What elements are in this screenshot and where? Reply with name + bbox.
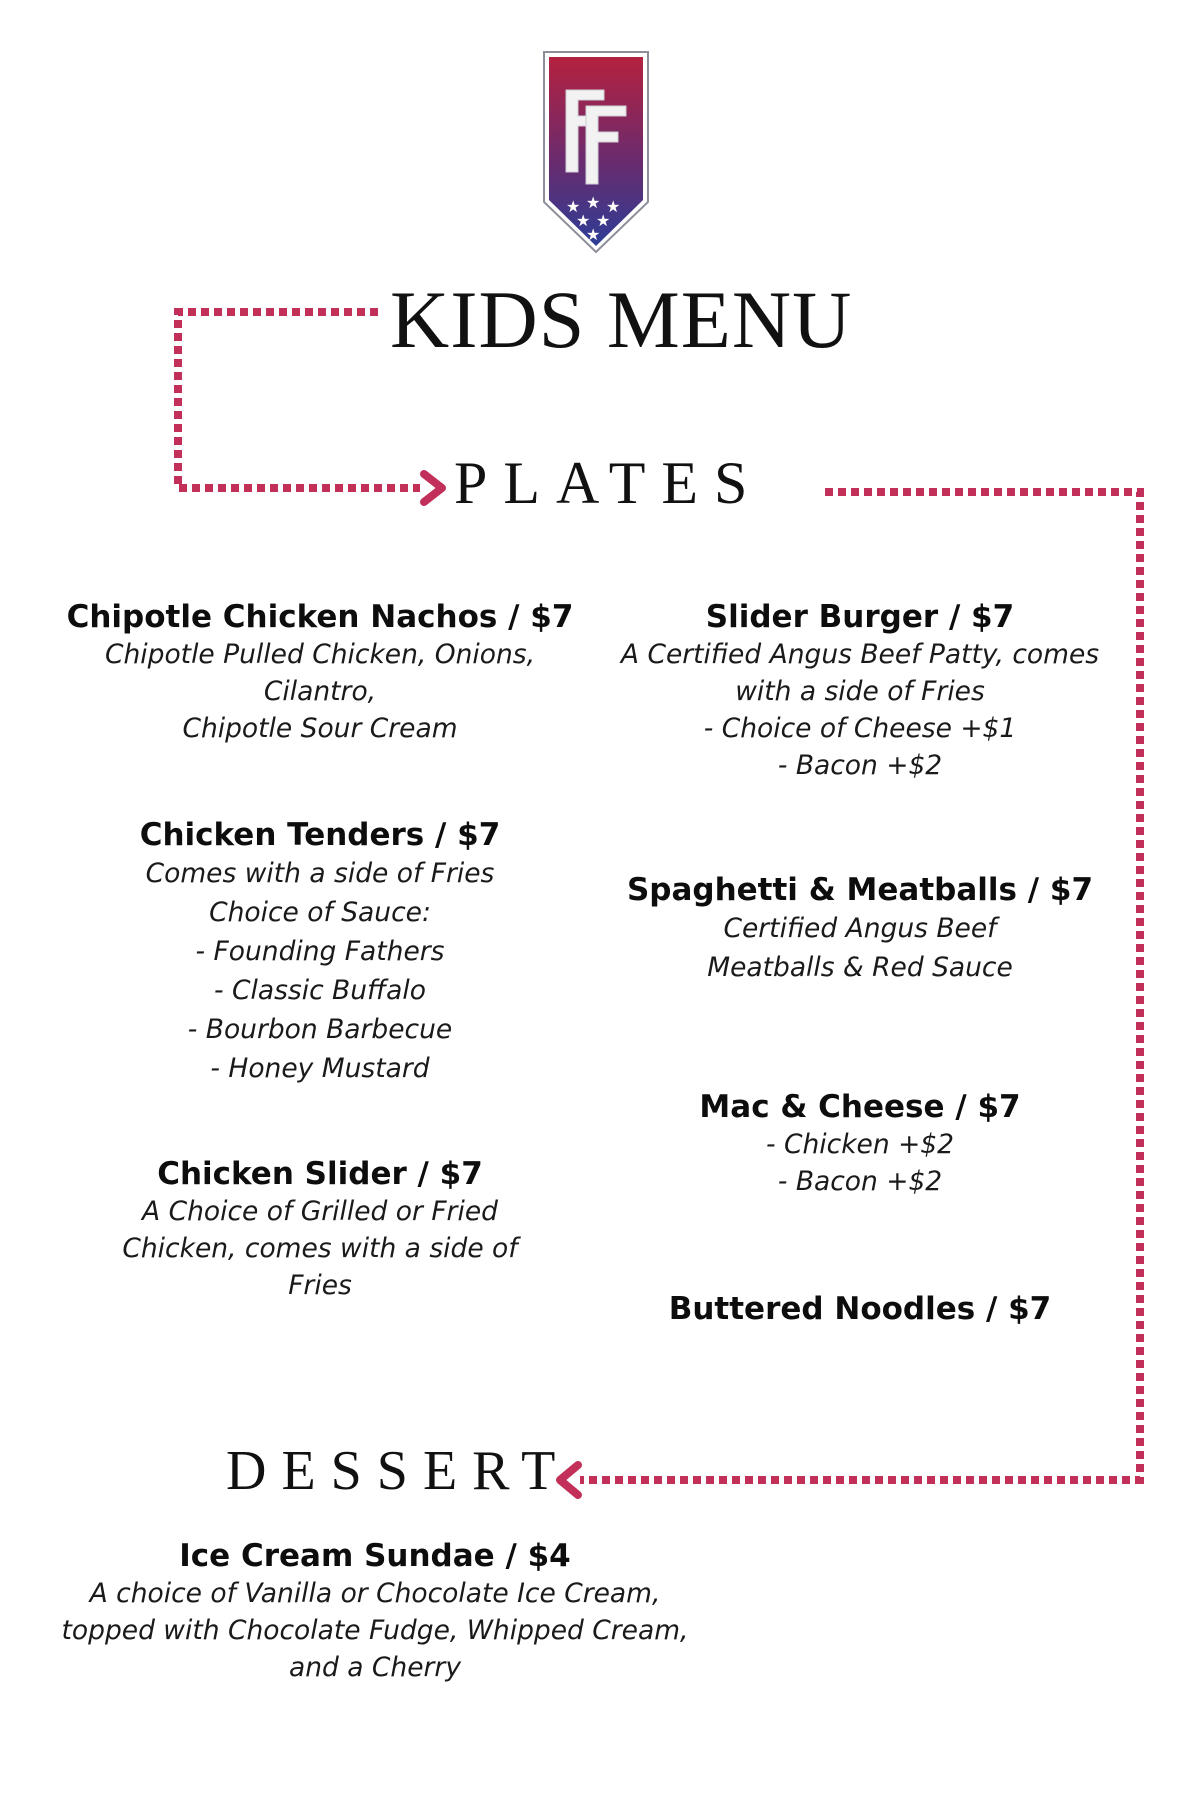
menu-item-desc: A Choice of Grilled or Fried: [142, 1196, 498, 1227]
menu-item-desc: Cilantro,: [263, 676, 377, 707]
section-title-plates: PLATES: [454, 450, 764, 516]
menu-item-desc: - Bacon +$2: [777, 1166, 943, 1197]
menu-item-spaghetti-meatballs: [600, 871, 1120, 987]
plates-arrow-icon: [424, 474, 442, 502]
menu-item-desc: Chipotle Pulled Chicken, Onions,: [104, 639, 535, 670]
menu-item-desc: - Choice of Cheese +$1: [703, 713, 1017, 744]
menu-item-desc: with a side of Fries: [735, 676, 985, 707]
menu-item-desc: topped with Chocolate Fudge, Whipped Cream,: [61, 1615, 689, 1646]
menu-item-desc: - Bourbon Barbecue: [187, 1014, 453, 1045]
menu-item-desc: Certified Angus Beef: [723, 913, 997, 944]
menu-item-desc: - Founding Fathers: [195, 936, 445, 967]
menu-item-name: Ice Cream Sundae / $4: [179, 1538, 571, 1574]
menu-item-name: Spaghetti & Meatballs / $7: [626, 872, 1094, 908]
restaurant-logo: [542, 50, 650, 254]
menu-item-desc: Chicken, comes with a side of: [122, 1233, 518, 1264]
menu-item-desc: Chipotle Sour Cream: [182, 713, 458, 744]
page-title: KIDS MENU: [390, 274, 853, 365]
menu-item-desc: - Honey Mustard: [210, 1053, 430, 1084]
menu-item-desc: Comes with a side of Fries: [145, 858, 495, 889]
menu-item-name: Chicken Slider / $7: [157, 1156, 483, 1192]
menu-item-desc: and a Cherry: [288, 1652, 462, 1683]
menu-item-slider-burger: [600, 598, 1120, 784]
menu-item-name: Chicken Tenders / $7: [139, 817, 501, 853]
menu-item-desc: - Chicken +$2: [765, 1129, 954, 1160]
menu-item-desc: - Classic Buffalo: [214, 975, 426, 1006]
menu-item-desc: - Bacon +$2: [777, 750, 943, 781]
menu-item-chicken-tenders: [40, 816, 600, 1088]
svg-text:★: ★: [586, 193, 601, 212]
svg-text:★: ★: [606, 197, 621, 216]
menu-item-desc: A choice of Vanilla or Chocolate Ice Cream,: [89, 1578, 661, 1609]
menu-item-desc: Meatballs & Red Sauce: [707, 952, 1013, 983]
menu-item-ice-cream-sundae: [40, 1537, 710, 1686]
svg-text:★: ★: [586, 225, 601, 244]
menu-item-buttered-noodles: [600, 1290, 1120, 1328]
svg-text:★: ★: [576, 211, 591, 230]
menu-item-desc: Fries: [288, 1270, 352, 1301]
menu-item-name: Buttered Noodles / $7: [668, 1291, 1052, 1327]
menu-item-mac-cheese: [600, 1088, 1120, 1200]
section-title-dessert: DESSERT: [226, 1440, 571, 1502]
svg-text:★: ★: [566, 197, 581, 216]
menu-item-desc: A Certified Angus Beef Patty, comes: [620, 639, 1100, 670]
menu-item-chicken-slider: [40, 1155, 600, 1304]
menu-item-name: Mac & Cheese / $7: [699, 1089, 1021, 1125]
svg-text:★: ★: [596, 211, 611, 230]
menu-item-name: Slider Burger / $7: [705, 599, 1015, 635]
menu-item-chipotle-chicken-nachos: [40, 598, 600, 747]
menu-item-name: Chipotle Chicken Nachos / $7: [66, 599, 574, 635]
menu-item-desc: Choice of Sauce:: [209, 897, 431, 928]
